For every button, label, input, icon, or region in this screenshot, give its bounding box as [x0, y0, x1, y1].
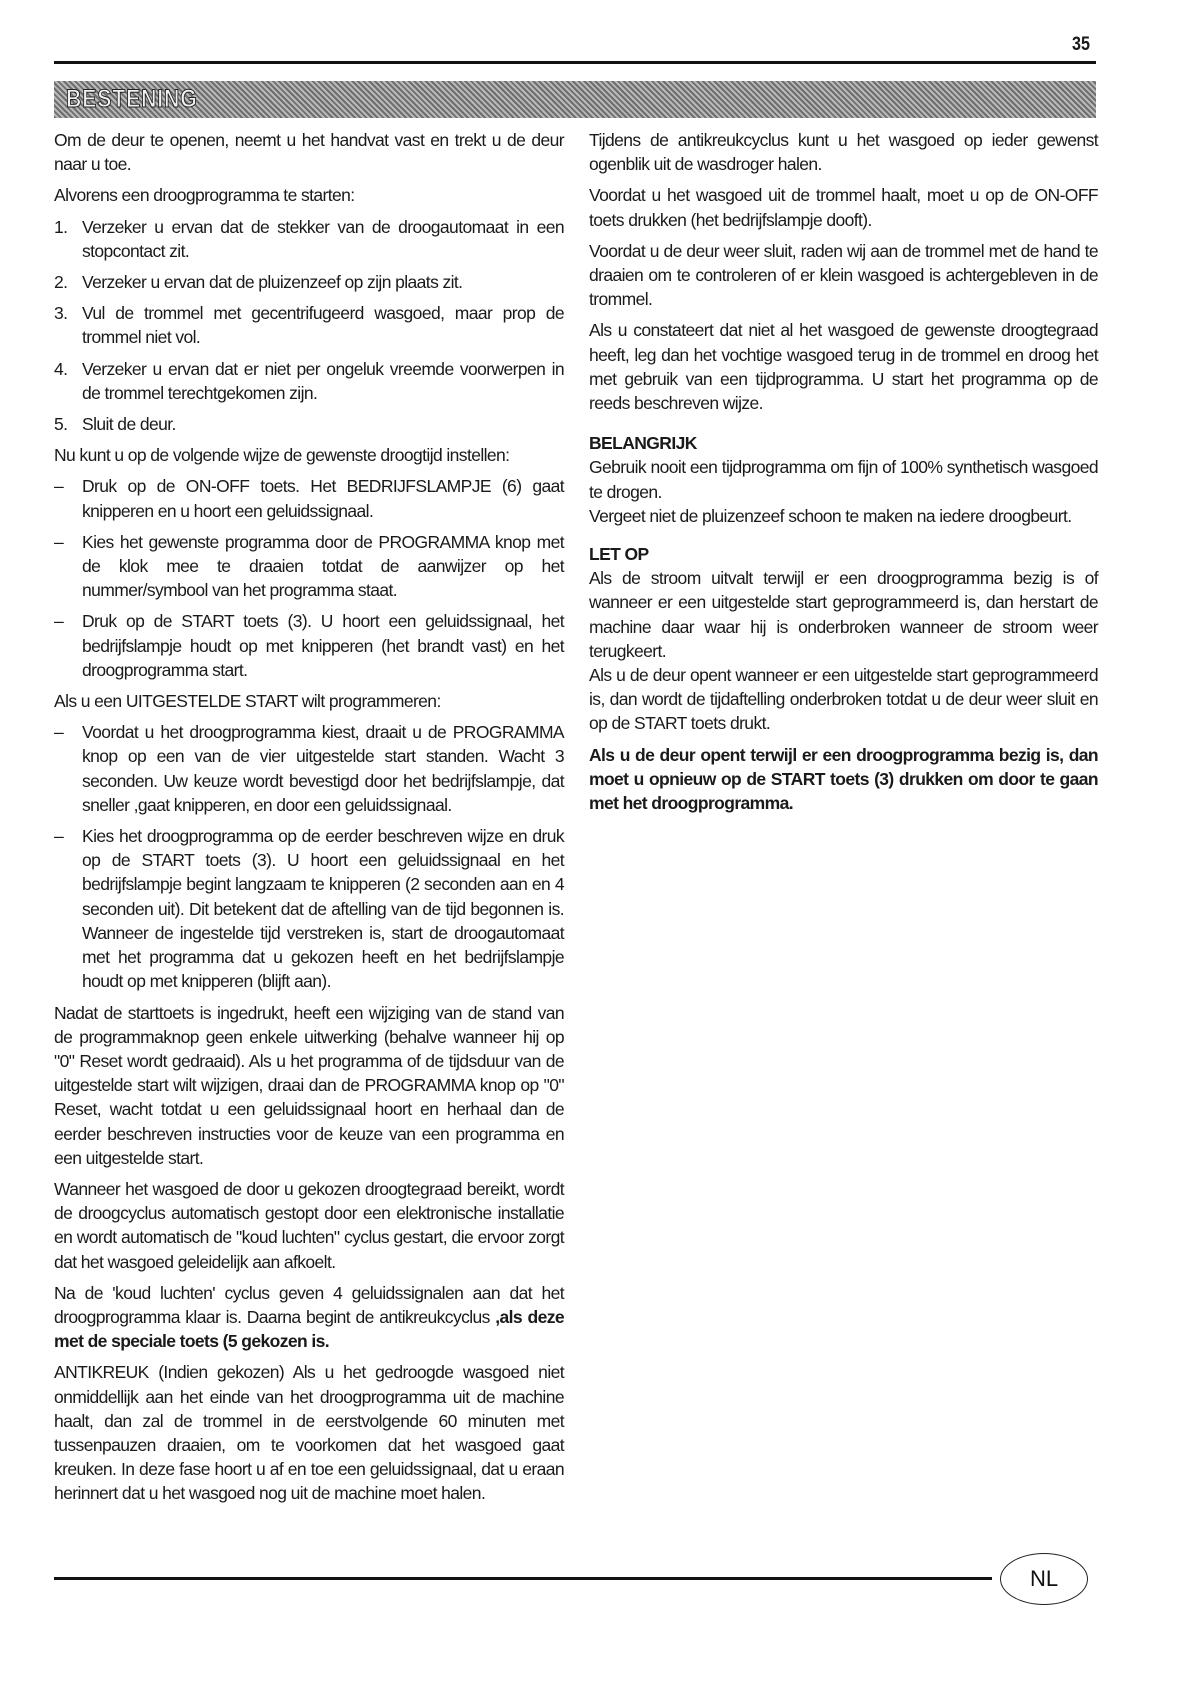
list-item [54, 474, 564, 522]
list-item-text: Voordat u het droogprogramma kiest, draait u de PROGRAMMA knop op een van de vier uitgestelde start standen. Wacht 3 seconden. Uw keuze wordt bevestigd door het bedrijfslampje, dat sneller ,gaat knipperen, en door een geluidssignaal. [82, 722, 564, 815]
after-start-paragraph: Nadat de starttoets is ingedrukt, heeft een wijziging van de stand van de programmaknop geen enkele uitwerking (behalve wanneer hij op "0" Reset wordt gedraaid). Als u het programma of de tijdsduur van de uitgestelde start wilt wijzigen, draai dan de PROGRAMMA knop op "0" Reset, wacht totdat u een geluidssignaal hoort en herhaal dan de eerder beschreven instructies voor de keuze van een programma en een uitgestelde start. [54, 1002, 564, 1168]
list-marker: 5. [54, 414, 68, 435]
antikreuk-paragraph: ANTIKREUK (Indien gekozen) Als u het gedroogde wasgoed niet onmiddellijk aan het einde van het droogprogramma uit de machine haalt, dan zal de trommel in de eerstvolgende 60 minuten met tussenpauzen draaien, om te voorkomen dat het wasgoed gaat kreuken. In deze fase hoort u af en toe een geluidssignaal, dat u eraan herinnert dat u het wasgoed nog uit de machine moet halen. [54, 1362, 564, 1504]
antikreuk-remove-paragraph: Tijdens de antikreukcyclus kunt u het wasgoed op ieder gewenst ogenblik uit de wasdroger halen. [589, 130, 1098, 175]
list-marker: 4. [54, 358, 68, 379]
set-time-heading: Nu kunt u op de volgende wijze de gewenste droogtijd instellen: [54, 445, 510, 466]
list-item-text: Kies het droogprogramma op de eerder beschreven wijze en druk op de START toets (3). U hoort een geluidssignaal en het bedrijfslampje begint langzaam te knipperen (2 seconden aan en 4 seconden uit). Dit betekent dat de aftelling van de tijd begonnen is. Wanneer de ingestelde tijd verstreken is, start de droogautomaat met het programma dat u gekozen heeft en het bedrijfslampje houdt op met knipperen (blijft aan). [82, 826, 564, 992]
intro-paragraph: Om de deur te openen, neemt u het handvat vast en trekt u de deur naar u toe. [54, 130, 564, 175]
note-paragraph-1: Als de stroom uitvalt terwijl er een droogprogramma bezig is of wanneer er een uitgestelde start geprogrammeerd is, dan herstart de machine daar waar hij is onderbroken wanneer de stroom weer terugkeert. [589, 568, 1098, 661]
important-heading: BELANGRIJK [589, 433, 697, 454]
section-title: BESTENING [66, 85, 198, 113]
list-item [54, 824, 564, 993]
list-item-text: Vul de trommel met gecentrifugeerd wasgoed, maar prop de trommel niet vol. [82, 303, 564, 348]
page-number: 35 [1072, 34, 1090, 55]
on-off-paragraph: Voordat u het wasgoed uit de trommel haalt, moet u op de ON-OFF toets drukken (het bedrijfslampje dooft). [589, 185, 1098, 230]
set-time-list [54, 474, 564, 682]
list-item [54, 412, 564, 436]
important-line-1: Gebruik nooit een tijdprogramma om fijn of 100% synthetisch wasgoed te drogen. [589, 457, 1098, 502]
preparation-steps [54, 215, 564, 437]
section-banner [54, 81, 1096, 118]
dryness-paragraph: Wanneer het wasgoed de door u gekozen droogtegraad bereikt, wordt de droogcyclus automatisch gestopt door een elektronische installatie en wordt automatisch de "koud luchten" cyclus gestart, die ervoor zorgt dat het wasgoed geleidelijk aan afkoelt. [54, 1178, 564, 1272]
cool-air-text: Na de 'koud luchten' cyclus geven 4 geluidssignalen aan dat het droogprogramma klaar is. Daarna begint de antikreukcyclus [54, 1282, 564, 1327]
header-rule [54, 61, 1096, 64]
redry-paragraph: Als u constateert dat niet al het wasgoed de gewenste droogtegraad heeft, leg dan het vochtige wasgoed terug in de trommel en droog het met gebruik van een tijdprogramma. U start het programma op de reeds beschreven wijze. [589, 320, 1098, 414]
list-item [54, 215, 564, 263]
before-start-heading: Alvorens een droogprogramma te starten: [54, 185, 355, 206]
list-item-text: Verzeker u ervan dat de stekker van de droogautomaat in een stopcontact zit. [82, 216, 564, 261]
cool-air-bold-text: ,als deze met de speciale toets (5 gekozen is. [54, 1306, 564, 1352]
list-item [54, 720, 564, 817]
note-paragraph-2: Als u de deur opent wanneer er een uitgestelde start geprogrammeerd is, dan wordt de tijdaftelling onderbroken totdat u de deur weer sluit en op de START toets drukt. [589, 665, 1098, 734]
check-drum-paragraph: Voordat u de deur weer sluit, raden wij aan de trommel met de hand te draaien om te controleren of er klein wasgoed is achtergebleven in de trommel. [589, 240, 1098, 310]
right-column [589, 128, 1098, 822]
list-marker: 2. [54, 272, 68, 293]
list-marker: – [54, 531, 64, 552]
list-item-text: Verzeker u ervan dat de pluizenzeef op zijn plaats zit. [82, 272, 463, 293]
footer-rule [54, 1577, 992, 1580]
left-column [54, 128, 564, 1513]
note-heading: LET OP [589, 544, 649, 565]
delayed-start-list [54, 720, 564, 993]
list-item-text: Sluit de deur. [82, 414, 176, 435]
delayed-start-heading: Als u een UITGESTELDE START wilt programmeren: [54, 691, 441, 712]
list-marker: – [54, 722, 64, 743]
list-item-text: Druk op de START toets (3). U hoort een geluidssignaal, het bedrijfslampje houdt op met knipperen (het brandt vast) en het droogprogramma start. [82, 611, 564, 680]
list-item [54, 270, 564, 294]
list-item-text: Druk op de ON-OFF toets. Het BEDRIJFSLAMPJE (6) gaat knipperen en u hoort een geluidssignaal. [82, 476, 564, 521]
list-item [54, 357, 564, 405]
list-marker: – [54, 611, 64, 632]
cool-air-paragraph [54, 1281, 564, 1354]
list-item [54, 301, 564, 349]
list-item [54, 609, 564, 682]
list-marker: 1. [54, 216, 68, 237]
list-marker: – [54, 826, 64, 847]
list-marker: – [54, 476, 64, 497]
language-badge: NL [1000, 1553, 1088, 1605]
list-item-text: Verzeker u ervan dat er niet per ongeluk vreemde voorwerpen in de trommel terechtgekomen zijn. [82, 358, 564, 403]
list-marker: 3. [54, 303, 68, 324]
list-item-text: Kies het gewenste programma door de PROGRAMMA knop met de klok mee te draaien totdat de aanwijzer op het nummer/symbool van het programma staat. [82, 531, 564, 601]
important-line-2: Vergeet niet de pluizenzeef schoon te maken na iedere droogbeurt. [589, 505, 1072, 526]
list-item [54, 530, 564, 603]
note-bold-paragraph: Als u de deur opent terwijl er een droogprogramma bezig is, dan moet u opnieuw op de START toets (3) drukken om door te gaan met het droogprogramma. [589, 744, 1098, 814]
